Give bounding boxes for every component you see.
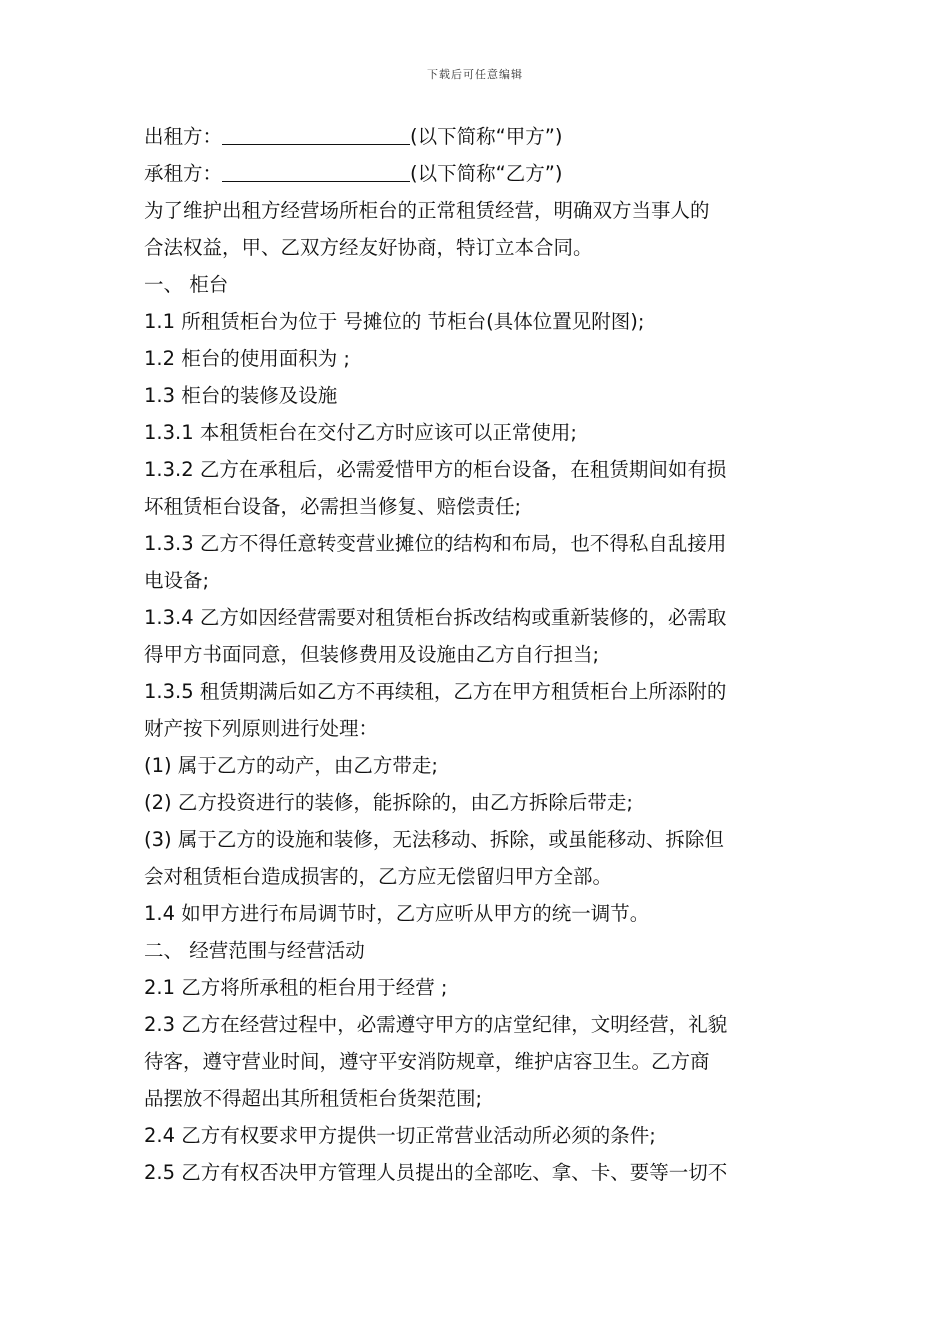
clause-line: 2.5 乙方有权否决甲方管理人员提出的全部吃、拿、卡、要等一切不	[144, 1161, 728, 1184]
lessee-label: 承租方：	[144, 162, 223, 185]
section-heading: 一、 柜台	[144, 273, 229, 296]
clause-line: (3) 属于乙方的设施和装修，无法移动、拆除，或虽能移动、拆除但	[144, 828, 724, 851]
clause-line: 1.4 如甲方进行布局调节时，乙方应听从甲方的统一调节。	[144, 902, 650, 925]
lessee-suffix: (以下简称“乙方”)	[410, 162, 563, 185]
clause-line: 1.3 柜台的装修及设施	[144, 384, 338, 407]
lessor-line	[144, 118, 808, 155]
clause-line: 2.1 乙方将所承租的柜台用于经营 ;	[144, 976, 448, 999]
lessor-suffix: (以下简称“甲方”)	[410, 125, 563, 148]
clause-line: 1.3.2 乙方在承租后，必需爱惜甲方的柜台设备，在租赁期间如有损	[144, 458, 727, 481]
clause-line: 1.3.5 租赁期满后如乙方不再续租，乙方在甲方租赁柜台上所添附的	[144, 680, 727, 703]
lessor-blank-field[interactable]	[222, 124, 410, 145]
lessee-line	[144, 155, 808, 192]
section-heading: 二、 经营范围与经营活动	[144, 939, 365, 962]
clause-line: 电设备;	[144, 569, 210, 592]
clause-line: 1.2 柜台的使用面积为 ;	[144, 347, 350, 370]
clause-line: 1.3.4 乙方如因经营需要对租赁柜台拆改结构或重新装修的，必需取	[144, 606, 727, 629]
contract-body	[144, 118, 808, 1191]
header-note: 下载后可任意编辑	[427, 68, 523, 81]
lessee-blank-field[interactable]	[222, 161, 410, 182]
clause-line: 1.1 所租赁柜台为位于 号摊位的 节柜台(具体位置见附图);	[144, 310, 645, 333]
clause-line: 2.3 乙方在经营过程中，必需遵守甲方的店堂纪律，文明经营，礼貌	[144, 1013, 728, 1036]
clause-line: 1.3.1 本租赁柜台在交付乙方时应该可以正常使用;	[144, 421, 577, 444]
clause-line: 坏租赁柜台设备，必需担当修复、赔偿责任;	[144, 495, 522, 518]
clause-line: (2) 乙方投资进行的装修，能拆除的，由乙方拆除后带走;	[144, 791, 633, 814]
clause-line: 1.3.3 乙方不得任意转变营业摊位的结构和布局，也不得私自乱接用	[144, 532, 727, 555]
paragraph-line: 合法权益，甲、乙双方经友好协商，特订立本合同。	[144, 236, 593, 259]
clause-line: 财产按下列原则进行处理：	[144, 717, 379, 740]
clause-line: 2.4 乙方有权要求甲方提供一切正常营业活动所必须的条件;	[144, 1124, 656, 1147]
clause-line: 品摆放不得超出其所租赁柜台货架范围;	[144, 1087, 483, 1110]
paragraph-line: 为了维护出租方经营场所柜台的正常租赁经营，明确双方当事人的	[144, 199, 710, 222]
clause-line: 得甲方书面同意，但装修费用及设施由乙方自行担当;	[144, 643, 600, 666]
clause-line: 会对租赁柜台造成损害的，乙方应无偿留归甲方全部。	[144, 865, 613, 888]
clause-line: 待客，遵守营业时间，遵守平安消防规章，维护店容卫生。乙方商	[144, 1050, 710, 1073]
lessor-label: 出租方：	[144, 125, 223, 148]
clause-line: (1) 属于乙方的动产，由乙方带走;	[144, 754, 438, 777]
